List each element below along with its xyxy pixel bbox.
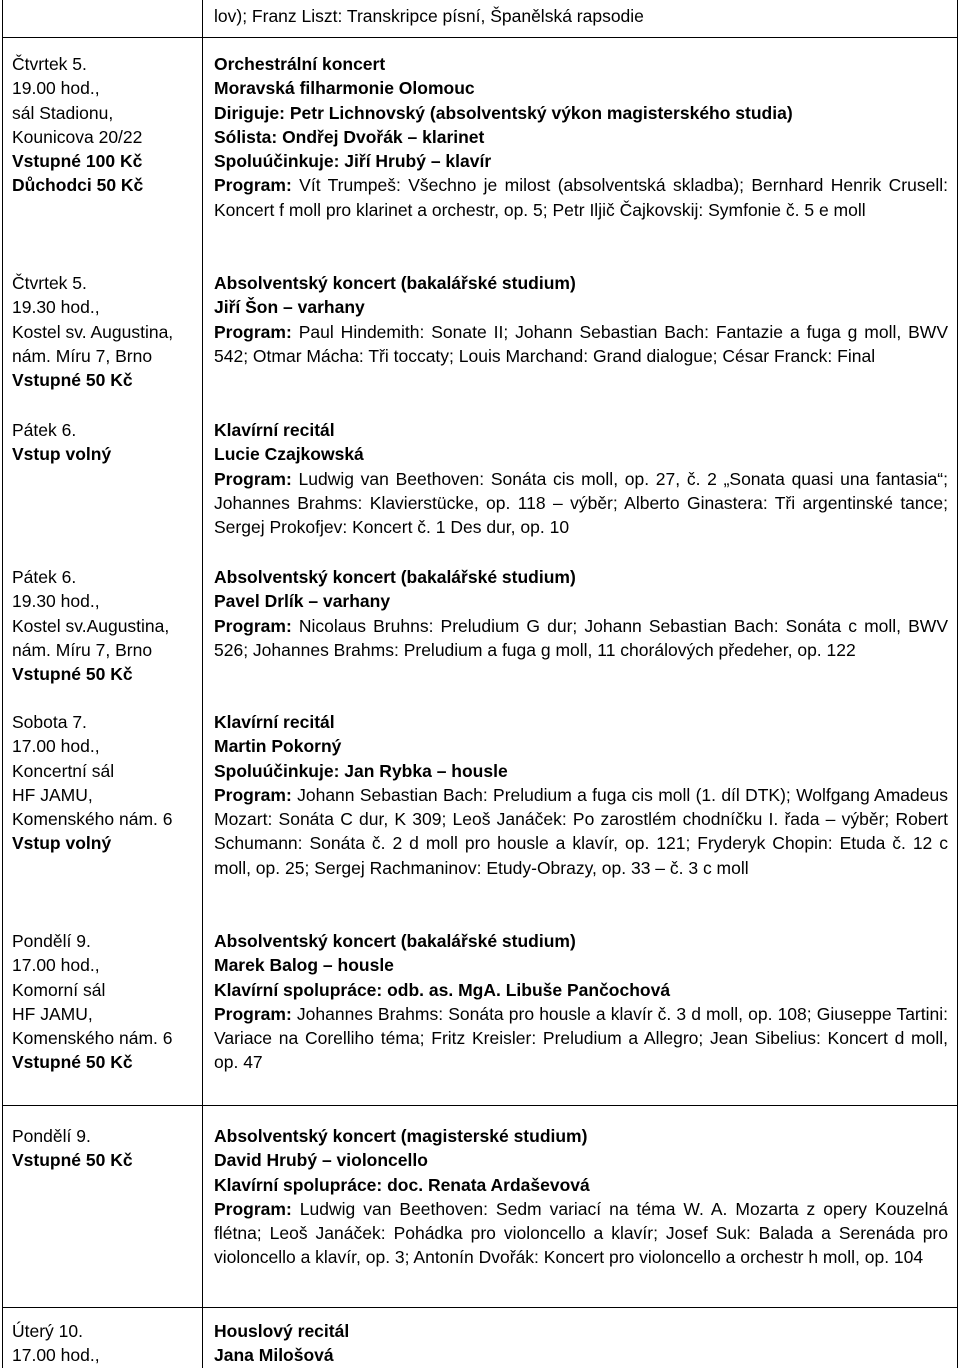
program-text: Ludwig van Beethoven: Sedm variací na téma W. A. Mozarta z opery Kouzelná flétna; Leoš Janáček: Pohádka pro violoncello a klavír; Josef Suk: Balada a Serenáda pro violoncello a klavír, op. 3; Antonín Dvořák: Koncert pro violoncello a orchestr h moll, op. 104 (214, 1198, 948, 1268)
event-info: Koncertní sál (12, 760, 115, 781)
event-info: 17.00 hod., (12, 955, 100, 976)
event-performer: Moravská filharmonie Olomouc (214, 78, 475, 99)
event-title: Klavírní recitál (214, 420, 335, 440)
event-title: Absolventský koncert (bakalářské studium) (214, 567, 576, 587)
event-admission: Vstup volný (12, 833, 112, 854)
event-program (214, 614, 948, 663)
event-info: Pátek 6. (12, 567, 77, 587)
event-details (214, 565, 948, 662)
program-text: Nicolaus Bruhns: Preludium G dur; Johann Sebastian Bach: Sonáta c moll, BWV 526; Johannes Brahms: Preludium a fuga g moll, 11 chorálových předeher, op. 122 (214, 615, 948, 660)
continuation-text (214, 4, 948, 28)
event-details (214, 929, 948, 1075)
event-info: nám. Míru 7, Brno (12, 639, 153, 660)
event-title: Absolventský koncert (bakalářské studium) (214, 273, 576, 293)
event-info: HF JAMU, (12, 784, 93, 805)
event-program (214, 320, 948, 369)
event-info: 17.00 hod., (12, 1345, 100, 1366)
program-label: Program: (214, 784, 292, 805)
event-admission: Vstupné 50 Kč (12, 1150, 133, 1171)
event-info: Kostel sv.Augustina, (12, 615, 170, 636)
row-divider (2, 1105, 958, 1106)
event-info: Sobota 7. (12, 712, 87, 732)
event-performer: Lucie Czajkowská (214, 444, 364, 465)
program-label: Program: (214, 468, 292, 489)
event-info: 19.00 hod., (12, 78, 100, 99)
event-performer: Klavírní spolupráce: doc. Renata Ardaševová (214, 1174, 590, 1195)
event-performer: Spoluúčinkuje: Jan Rybka – housle (214, 760, 508, 781)
event-details (214, 418, 948, 539)
event-details (214, 52, 948, 222)
event-info: Pátek 6. (12, 420, 77, 440)
event-title: Orchestrální koncert (214, 54, 386, 74)
program-label: Program: (214, 175, 292, 196)
program-text: Paul Hindemith: Sonate II; Johann Sebastian Bach: Fantazie a fuga g moll, BWV 542; Otmar Mácha: Tři toccaty; Louis Marchand: Grand dialogue; César Franck: Final (214, 321, 948, 366)
event-admission: Vstup volný (12, 444, 112, 465)
event-info: Kostel sv. Augustina, (12, 321, 174, 342)
event-when-where (12, 710, 198, 856)
program-label: Program: (214, 321, 292, 342)
event-program (214, 173, 948, 222)
event-admission: Důchodci 50 Kč (12, 175, 144, 196)
event-when-where (12, 565, 198, 686)
event-info: Pondělí 9. (12, 1126, 91, 1146)
event-when-where (12, 1319, 198, 1368)
event-when-where (12, 1124, 198, 1173)
program-label: Program: (214, 615, 292, 636)
event-performer: Spoluúčinkuje: Jiří Hrubý – klavír (214, 151, 492, 172)
event-program (214, 1197, 948, 1270)
event-details (214, 1124, 948, 1270)
program-label: Program: (214, 1198, 292, 1219)
event-info: Komorní sál (12, 979, 106, 1000)
event-when-where (12, 418, 198, 467)
event-when-where (12, 271, 198, 392)
row-divider (2, 37, 958, 38)
event-performer: Martin Pokorný (214, 736, 342, 757)
program-text: Johannes Brahms: Sonáta pro housle a klavír č. 3 d moll, op. 108; Giuseppe Tartini: Variace na Corelliho téma; Fritz Kreisler: Preludium a Allegro; Jean Sibelius: Koncert d moll, op. 47 (214, 1003, 948, 1073)
event-title: Absolventský koncert (bakalářské studium) (214, 931, 576, 951)
event-admission: Vstupné 100 Kč (12, 151, 143, 172)
event-title: Absolventský koncert (magisterské studium) (214, 1126, 588, 1146)
event-performer: David Hrubý – violoncello (214, 1150, 428, 1171)
event-performer: Sólista: Ondřej Dvořák – klarinet (214, 126, 485, 147)
event-title: Klavírní recitál (214, 712, 335, 732)
event-performer: Klavírní spolupráce: odb. as. MgA. Libuše Pančochová (214, 979, 671, 1000)
event-program (214, 1002, 948, 1075)
event-when-where (12, 52, 198, 198)
event-info: Úterý 10. (12, 1321, 83, 1341)
event-info: HF JAMU, (12, 1003, 93, 1024)
event-title: Houslový recitál (214, 1321, 350, 1341)
event-details (214, 1319, 948, 1368)
event-admission: Vstupné 50 Kč (12, 370, 133, 391)
event-info: sál Stadionu, (12, 102, 114, 123)
event-info: Pondělí 9. (12, 931, 91, 951)
event-performer: Marek Balog – housle (214, 955, 394, 976)
event-admission: Vstupné 50 Kč (12, 1052, 133, 1073)
event-info: Čtvrtek 5. (12, 273, 87, 293)
event-program (214, 467, 948, 540)
event-info: nám. Míru 7, Brno (12, 345, 153, 366)
program-label: Program: (214, 1003, 292, 1024)
event-details (214, 710, 948, 880)
event-details (214, 271, 948, 368)
column-divider (202, 0, 203, 1368)
program-text: Johann Sebastian Bach: Preludium a fuga cis moll (1. díl DTK); Wolfgang Amadeus Mozart: Sonáta C dur, K 309; Leoš Janáček: Po zarostlém chodníčku I. řada – výběr; Robert Schumann: Sonáta č. 2 d moll pro housle a klavír, op. 121; Fryderyk Chopin: Etuda č. 12 c moll, op. 25; Sergej Rachmaninov: Etudy-Obrazy, op. 33 – č. 3 c moll (214, 784, 948, 878)
event-info: Čtvrtek 5. (12, 54, 87, 74)
continuation-line: lov); Franz Liszt: Transkripce písní, Španělská rapsodie (214, 6, 644, 26)
event-info: 19.30 hod., (12, 297, 100, 318)
program-text: Ludwig van Beethoven: Sonáta cis moll, op. 27, č. 2 „Sonata quasi una fantasia“; Johannes Brahms: Klavierstücke, op. 118 – výběr; Alberto Ginastera: Tři argentinské tance; Sergej Prokofjev: Koncert č. 1 Des dur, op. 10 (214, 468, 949, 538)
event-program (214, 783, 948, 880)
event-info: Kounicova 20/22 (12, 126, 143, 147)
event-admission: Vstupné 50 Kč (12, 664, 133, 685)
event-when-where (12, 929, 198, 1075)
event-performer: Diriguje: Petr Lichnovský (absolventský výkon magisterského studia) (214, 102, 793, 123)
event-info: 17.00 hod., (12, 736, 100, 757)
program-text: Vít Trumpeš: Všechno je milost (absolventská skladba); Bernhard Henrik Crusell: Koncert f moll pro klarinet a orchestr, op. 5; Petr Iljič Čajkovskij: Symfonie č. 5 e moll (214, 175, 948, 220)
event-info: 19.30 hod., (12, 591, 100, 612)
event-performer: Pavel Drlík – varhany (214, 591, 391, 612)
event-performer: Jana Milošová (214, 1345, 334, 1366)
row-divider (2, 1307, 958, 1308)
event-info: Komenského nám. 6 (12, 1028, 173, 1049)
event-info: Komenského nám. 6 (12, 809, 173, 830)
event-performer: Jiří Šon – varhany (214, 297, 365, 318)
